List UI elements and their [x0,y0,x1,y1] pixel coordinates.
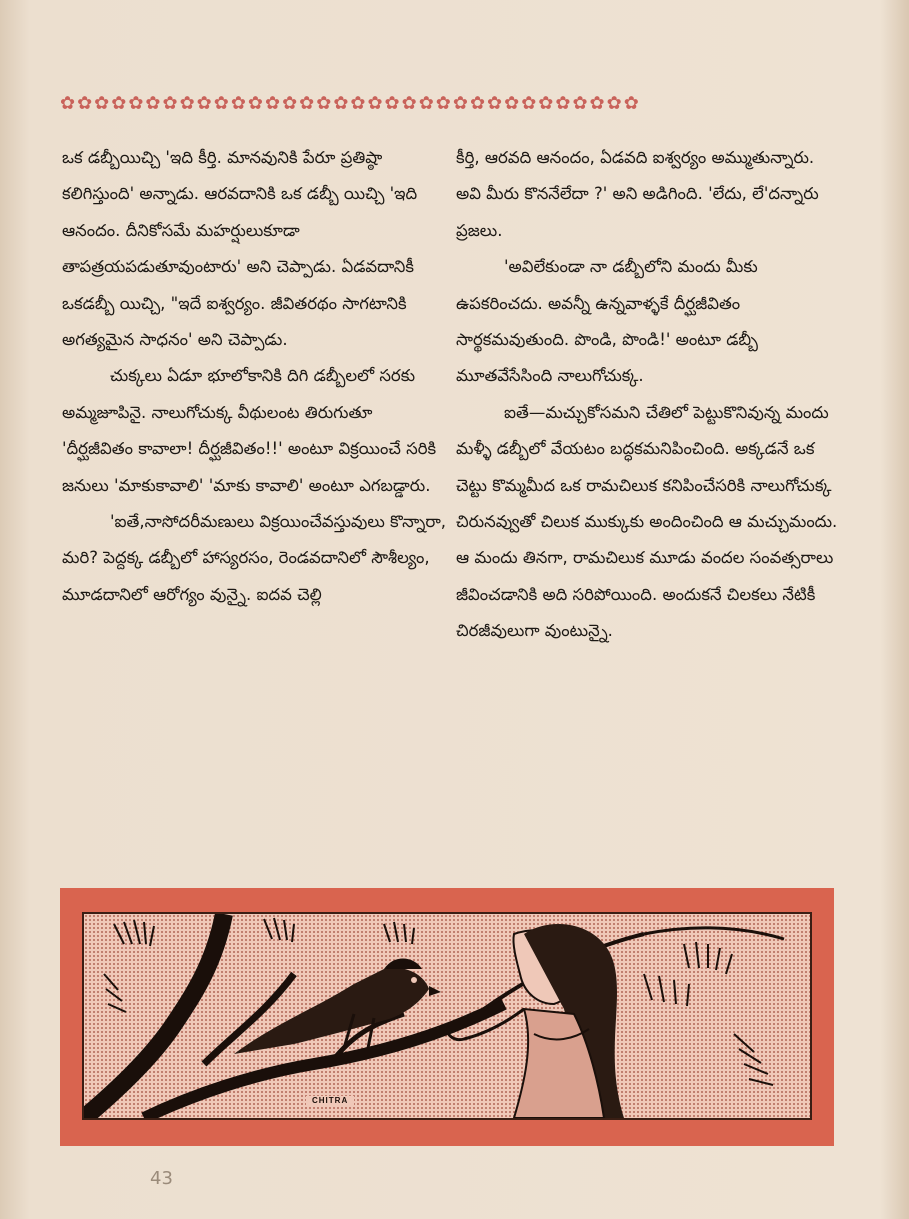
paragraph: 'ఐతే,నాసోదరీమణులు విక్రయించేవస్తువులు కొన్నారా, మరి? పెద్దక్క డబ్బీలో హాస్యరసం, రెండవదానిలో సౌశీల్యం, మూడదానిలో ఆరోగ్యం వున్నై. ఐదవ చెల్లి [62,512,447,604]
parrot-woman-drawing [84,914,810,1118]
left-text-column [62,140,447,613]
paragraph: ఐతే—మచ్చుకోసమని చేతిలో పెట్టుకొనివున్న మందు మళ్ళీ డబ్బీలో వేయటం బద్ధకమనిపించింది. అక్కడనే ఒక చెట్టు కొమ్మమీద ఒక రామచిలుక కనిపించేసరికి నాలుగోచుక్క చిరునవ్వుతో చిలుక ముక్కుకు అందించింది ఆ మచ్చుమందు. ఆ మందు తినగా, రామచిలుక మూడు వందల సంవత్సరాలు జీవించడానికి అది సరిపోయింది. అందుకనే చిలకలు నేటికీ చిరజీవులుగా వుంటున్నై. [456,402,838,641]
paragraph: 'అవిలేకుండా నా డబ్బీలోని మందు మీకు ఉపకరించదు. అవన్నీ ఉన్నవాళ్ళకే దీర్ఘజీవితం సార్థకమవుతుంది. పొండి, పొండి!' అంటూ డబ్బీ మూతవేసేసింది నాలుగోచుక్క. [456,257,758,386]
right-text-column [456,140,841,650]
ornamental-border: ✿✿✿✿✿✿✿✿✿✿✿✿✿✿✿✿✿✿✿✿✿✿✿✿✿✿✿✿✿✿✿✿✿✿ [60,93,641,114]
paragraph: చుక్కలు ఏడూ భూలోకానికి దిగి డబ్బీలలో సరకు అమ్మజూపినై. నాలుగోచుక్క వీథులంట తిరుగుతూ 'దీర్ఘజీవితం కావాలా! దీర్ఘజీవితం!!' అంటూ విక్రయించే సరికి జనులు 'మాకుకావాలి' 'మాకు కావాలి' అంటూ ఎగబడ్డారు. [62,366,437,495]
illustration [82,912,812,1120]
illustration-frame [60,888,834,1146]
paragraph: ఒక డబ్బీయిచ్చి 'ఇది కీర్తి. మానవునికి పేరూ ప్రతిష్ఠా కలిగిస్తుంది' అన్నాడు. ఆరవదానికి ఒక డబ్బీ యిచ్చి 'ఇది ఆనందం. దీనికోసమే మహర్షులుకూడా తాపత్రయపడుతూవుంటారు' అని చెప్పాడు. ఏడవదానికీ ఒకడబ్బీ యిచ్చి, "ఇదే ఐశ్వర్యం. జీవితరథం సాగటానికి అగత్యమైన సాధనం' అని చెప్పాడు. [62,148,418,350]
paragraph: కీర్తి, ఆరవది ఆనందం, ఏడవది ఐశ్వర్యం అమ్ముతున్నారు. అవి మీరు కొననేలేదా ?' అని అడిగింది. 'లేదు, లే'దన్నారు ప్రజలు. [456,148,819,240]
artist-signature: CHITRA [306,1096,354,1105]
page-number: 43 [150,1168,173,1189]
